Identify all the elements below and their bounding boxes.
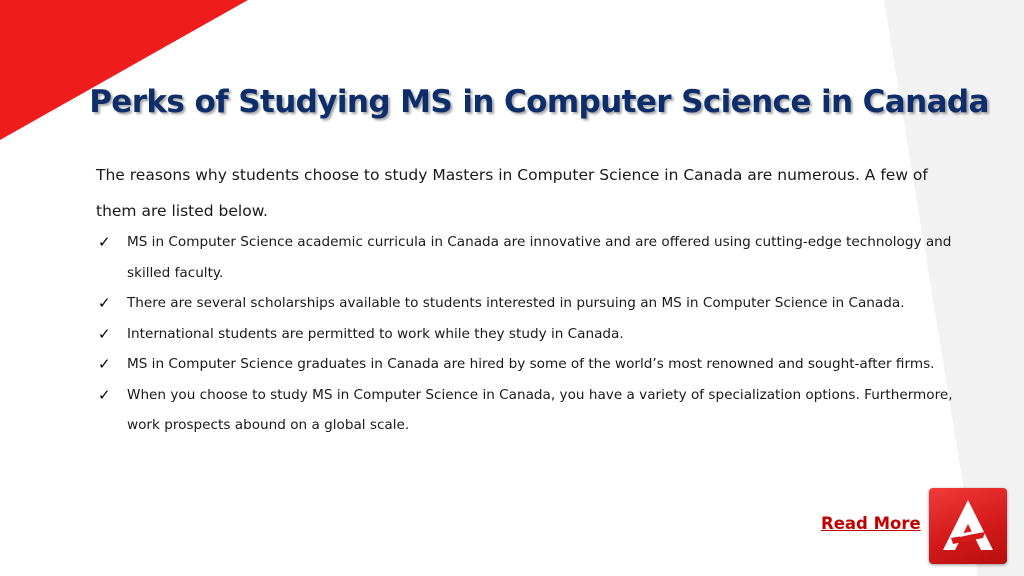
intro-paragraph: The reasons why students choose to study Masters in Computer Science in Canada are numerous. A few of them are listed below.: [96, 166, 928, 220]
list-item-text: When you choose to study MS in Computer Science in Canada, you have a variety of specialization options. Furthermore, work prospects abound on a global scale.: [127, 386, 953, 433]
list-item: [96, 380, 956, 441]
checkmark-icon: ✓: [98, 294, 111, 312]
checkmark-icon: ✓: [98, 233, 111, 251]
list-item-text: MS in Computer Science academic curricula in Canada are innovative and are offered using cutting-edge technology and skilled faculty.: [127, 234, 952, 281]
list-item: [96, 349, 956, 380]
checkmark-icon: ✓: [98, 385, 111, 404]
brand-logo-icon[interactable]: [929, 488, 1007, 564]
list-item-text: MS in Computer Science graduates in Canada are hired by some of the world’s most renowned and sought-after firms.: [127, 356, 935, 372]
checkmark-icon: ✓: [98, 355, 111, 373]
list-item: [96, 288, 956, 319]
list-item: [96, 319, 956, 350]
checkmark-icon: ✓: [98, 324, 111, 343]
list-item-text: There are several scholarships available to students interested in pursuing an MS in Computer Science in Canada.: [127, 295, 905, 311]
page-title: Perks of Studying MS in Computer Science in Canada: [89, 84, 989, 120]
list-item: [96, 227, 956, 288]
perks-list: [96, 227, 956, 441]
logo-mark-icon: [929, 488, 1007, 564]
list-item-text: International students are permitted to work while they study in Canada.: [127, 325, 624, 342]
read-more-link[interactable]: Read More: [821, 514, 921, 533]
